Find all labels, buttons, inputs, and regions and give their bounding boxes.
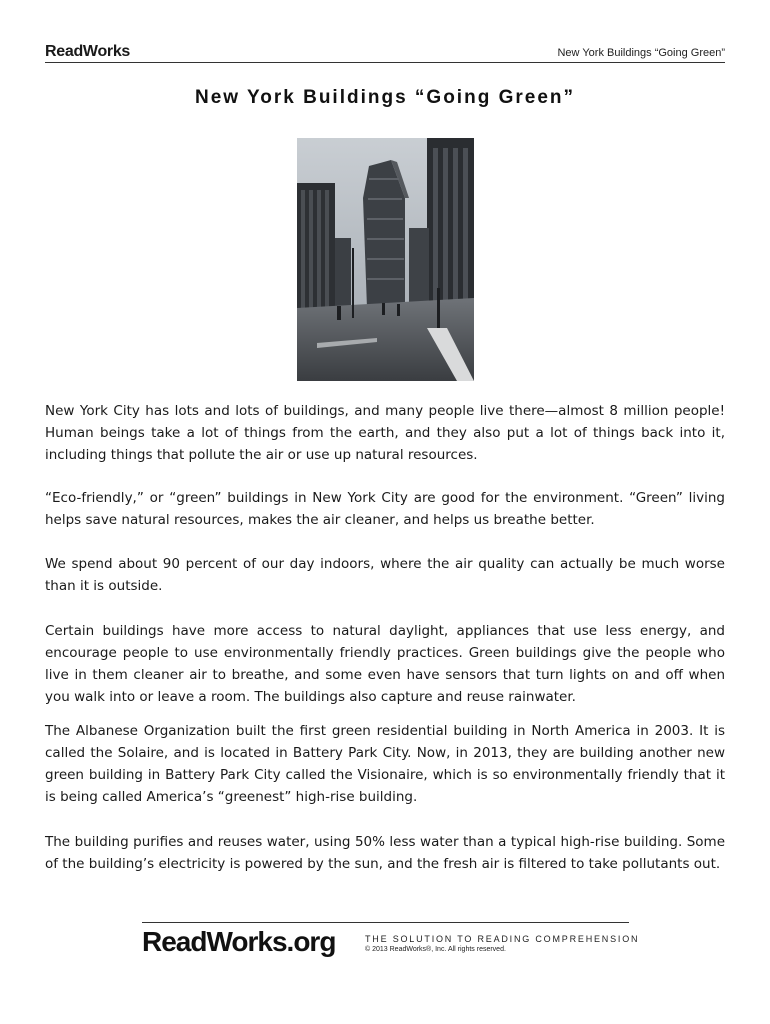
footer-logo: ReadWorks.org: [142, 926, 336, 957]
page-title: New York Buildings “Going Green”: [194, 87, 575, 108]
paragraph: The building purifies and reuses water, using 50% less water than a typical high-rise building. Some of the building’s electricity is powered by the sun, and the fresh air is filtered to take pollutants out.: [45, 834, 725, 872]
paragraph: Certain buildings have more access to natural daylight, appliances that use less energy, and encourage people to use environmentally friendly practices. Green buildings give the people who live in them cleaner air to breathe, and some even have sensors that turn lights on and off when you walk into or leave a room. The buildings also capture and reuse rainwater.: [45, 623, 725, 705]
footer-divider: [142, 922, 629, 923]
flatiron-building-photo: [297, 138, 474, 381]
header-title: New York Buildings “Going Green”: [557, 47, 725, 59]
footer-copyright: © 2013 ReadWorks®, Inc. All rights reserved.: [365, 946, 506, 953]
header-logo: ReadWorks: [45, 43, 131, 60]
header-divider: [45, 62, 725, 63]
paragraph: The Albanese Organization built the first green residential building in North America in 2003. It is called the Solaire, and is located in Battery Park City. Now, in 2013, they are building another new green building in Battery Park City called the Visionaire, which is so environmentally friendly that it is being called America’s “greenest” high-rise building.: [45, 723, 725, 805]
paragraph: “Eco-friendly,” or “green” buildings in New York City are good for the environment. “Green” living helps save natural resources, makes the air cleaner, and helps us breathe better.: [45, 490, 725, 528]
paragraph: We spend about 90 percent of our day indoors, where the air quality can actually be much worse than it is outside.: [45, 556, 725, 594]
paragraph: New York City has lots and lots of buildings, and many people live there—almost 8 million people! Human beings take a lot of things from the earth, and they also put a lot of things back into it, including things that pollute the air or use up natural resources.: [45, 403, 725, 463]
footer-tagline: THE SOLUTION TO READING COMPREHENSION: [365, 934, 640, 944]
